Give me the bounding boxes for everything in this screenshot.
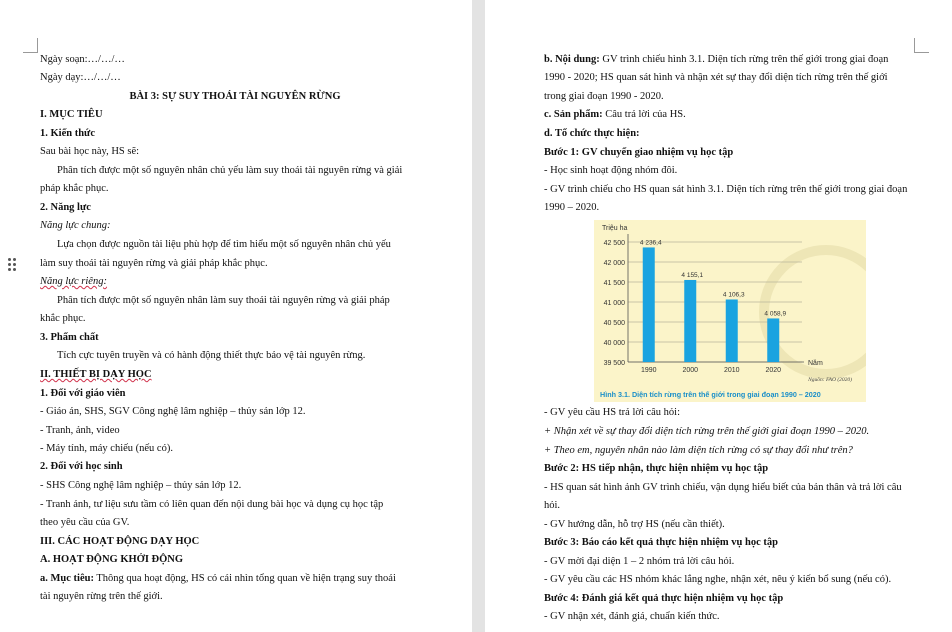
text-line: hỏi.: [544, 500, 561, 511]
list-item: - Máy tính, máy chiếu (nếu có).: [40, 443, 173, 454]
x-tick-label: 2020: [765, 367, 782, 374]
subheading-specific-competence: Năng lực riêng:: [40, 276, 107, 287]
list-item: - GV hướng dẫn, hỗ trợ HS (nếu cần thiết).: [544, 519, 725, 530]
crop-mark-top-left: [23, 38, 38, 53]
x-tick-label: 2010: [723, 367, 740, 374]
text-line: Phân tích được một số nguyên nhân làm suy thoái tài nguyên rừng và giải pháp: [57, 295, 390, 306]
list-item: - SHS Công nghệ lâm nghiệp – thủy sản lớp 12.: [40, 480, 242, 491]
x-tick-label: 1990: [640, 367, 657, 374]
forest-area-chart: [594, 220, 866, 402]
y-tick-label: 41 500: [603, 280, 625, 287]
y-tick-label: 40 000: [603, 340, 625, 347]
text-line: Lựa chọn được nguồn tài liệu phù hợp để tìm hiểu một số nguyên nhân chủ yếu: [57, 239, 391, 250]
crop-mark-top-right: [914, 38, 929, 53]
prep-date-line: Ngày soạn:…/…/…: [40, 54, 125, 65]
y-tick-label: 42 000: [603, 260, 625, 267]
heading-step-1: Bước 1: GV chuyển giao nhiệm vụ học tập: [544, 147, 734, 158]
chart-bar: [684, 280, 696, 362]
x-axis-title: Năm: [808, 360, 823, 367]
list-item: - Tranh ảnh, tư liệu sưu tầm có liên quan đến nội dung bài học và dụng cụ học tập: [40, 499, 384, 510]
list-item: - HS quan sát hình ảnh GV trình chiếu, vận dụng hiểu biết của bản thân và trả lời câu: [544, 482, 902, 493]
list-item: - Học sinh hoạt động nhóm đôi.: [544, 165, 678, 176]
heading-activities: III. CÁC HOẠT ĐỘNG DẠY HỌC: [40, 536, 200, 547]
chart-svg: [594, 220, 866, 402]
text-line: Phân tích được một số nguyên nhân chủ yếu làm suy thoái tài nguyên rừng và giải: [57, 165, 403, 176]
list-item: - GV yêu cầu HS trả lời câu hỏi:: [544, 407, 680, 418]
heading-organization: d. Tổ chức thực hiện:: [544, 128, 640, 139]
list-item: - GV yêu cầu các HS nhóm khác lắng nghe, nhận xét, nêu ý kiến bổ sung (nếu có).: [544, 574, 892, 585]
chart-bar: [767, 318, 779, 362]
list-item: - GV trình chiếu cho HS quan sát hình 3.1. Diện tích rừng trên thế giới trong giai đoạn: [544, 184, 908, 195]
list-item: - GV mời đại diện 1 – 2 nhóm trả lời câu hỏi.: [544, 556, 735, 567]
heading-knowledge: 1. Kiến thức: [40, 128, 96, 139]
heading-step-2: Bước 2: HS tiếp nhận, thực hiện nhiệm vụ học tập: [544, 463, 769, 474]
question-2: + Theo em, nguyên nhân nào làm diện tích rừng có sự thay đổi như trên?: [544, 445, 853, 456]
text-line: 1990 – 2020.: [544, 202, 600, 213]
document-page-left: [0, 0, 472, 632]
heading-competence: 2. Năng lực: [40, 202, 91, 213]
chart-bar: [726, 299, 738, 362]
heading-step-3: Bước 3: Báo cáo kết quả thực hiện nhiệm vụ học tập: [544, 537, 778, 548]
heading-for-teacher: 1. Đối với giáo viên: [40, 388, 126, 399]
bar-value-label: 4 058,9: [764, 310, 787, 318]
text-line: khắc phục.: [40, 313, 86, 324]
heading-warmup: A. HOẠT ĐỘNG KHỞI ĐỘNG: [40, 554, 184, 565]
list-item: - Tranh, ảnh, video: [40, 425, 120, 436]
y-tick-label: 42 500: [603, 240, 625, 247]
list-item: - GV nhận xét, đánh giá, chuẩn kiến thức.: [544, 611, 720, 622]
y-tick-label: 39 500: [603, 360, 625, 367]
objective-line: [40, 572, 396, 586]
x-tick-label: 2000: [682, 367, 699, 374]
chart-source: Nguồn: FAO (2020): [808, 377, 852, 383]
question-1: + Nhận xét về sự thay đổi diện tích rừng trên thế giới giai đoạn 1990 – 2020.: [544, 426, 870, 437]
chart-caption: Hình 3.1. Diện tích rừng trên thế giới trong giai đoạn 1990 – 2020: [600, 390, 821, 399]
bar-value-label: 4 106,3: [722, 291, 745, 299]
y-tick-label: 40 500: [603, 320, 625, 327]
drag-handle-icon[interactable]: [8, 258, 16, 272]
heading-qualities: 3. Phẩm chất: [40, 332, 99, 343]
text-line: pháp khắc phục.: [40, 183, 109, 194]
heading-step-4: Bước 4: Đánh giá kết quả thực hiện nhiệm vụ học tập: [544, 593, 784, 604]
heading-objectives: I. MỤC TIÊU: [40, 109, 103, 120]
text-line: theo yêu cầu của GV.: [40, 517, 130, 528]
teach-date-line: Ngày dạy:…/…/…: [40, 72, 121, 83]
bar-value-label: 4 155,1: [681, 271, 704, 279]
product-line: c. Sản phẩm: Câu trả lời của HS.: [544, 109, 686, 120]
y-tick-label: 41 000: [603, 300, 625, 307]
heading-for-students: 2. Đối với học sinh: [40, 461, 123, 472]
chart-bar: [643, 247, 655, 362]
objective-text: Thông qua hoạt động, HS có cái nhìn tổng quan về hiện trạng suy thoái: [93, 573, 396, 584]
list-item: - Giáo án, SHS, SGV Công nghệ lâm nghiệp – thủy sản lớp 12.: [40, 406, 306, 417]
text-line: Tích cực tuyên truyền và có hành động thiết thực bảo vệ tài nguyên rừng.: [57, 350, 366, 361]
document-page-right: [485, 0, 952, 632]
objective-label: a. Mục tiêu:: [40, 573, 94, 584]
text-line: trong giai đoạn 1990 - 2020.: [544, 91, 664, 102]
text-line: Sau bài học này, HS sẽ:: [40, 146, 140, 157]
y-axis-title: Triệu ha: [602, 225, 628, 232]
text-line: tài nguyên rừng trên thế giới.: [40, 591, 163, 602]
bar-value-label: 4 236,4: [639, 239, 662, 247]
heading-equipment: II. THIẾT BỊ DẠY HỌC: [40, 369, 152, 380]
text-line: 1990 - 2020; HS quan sát hình và nhận xét sự thay đổi diện tích rừng trên thế giới: [544, 72, 888, 83]
subheading-general-competence: Năng lực chung:: [40, 220, 111, 231]
page-gutter: [472, 0, 485, 632]
lesson-title: BÀI 3: SỰ SUY THOÁI TÀI NGUYÊN RỪNG: [129, 91, 341, 102]
text-line: làm suy thoái tài nguyên rừng và giải pháp khắc phục.: [40, 258, 268, 269]
content-line: b. Nội dung: GV trình chiếu hình 3.1. Diện tích rừng trên thế giới trong giai đoạn: [544, 54, 889, 65]
